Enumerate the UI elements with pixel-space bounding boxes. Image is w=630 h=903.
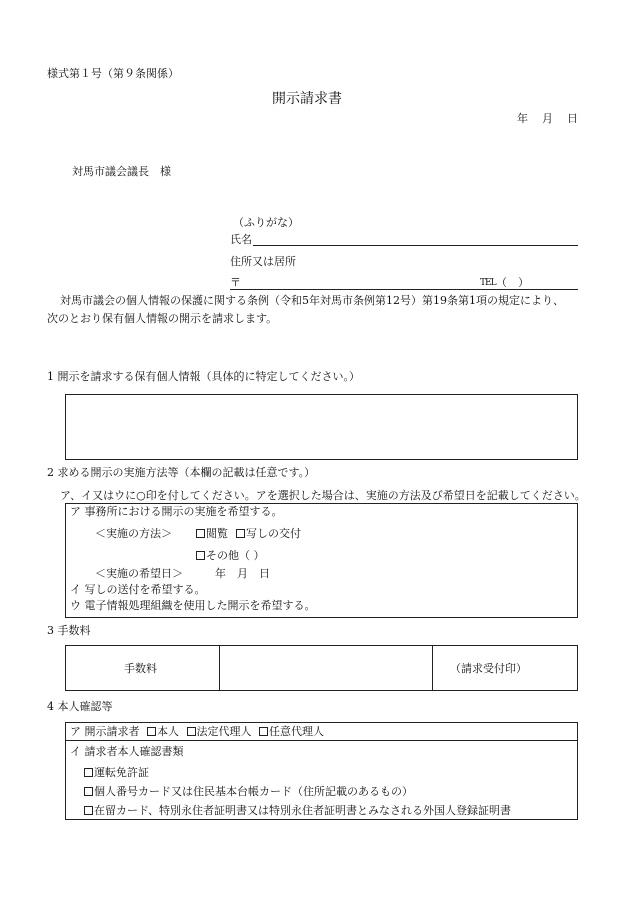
section2-heading: 2 求める開示の実施方法等（本欄の記載は任意です。） [47, 466, 316, 479]
desired-date[interactable]: 年 月 日 [215, 567, 270, 580]
opt-other[interactable]: その他（ ） [196, 549, 265, 562]
option-c-label[interactable]: ウ 電子情報処理組織を使用した開示を希望する。 [70, 599, 316, 612]
intro-line-2: 次のとおり保有個人情報の開示を請求します。 [47, 312, 278, 325]
fee-label: 手数料 [124, 662, 157, 675]
intro-line-1: 対馬市議会の個人情報の保護に関する条例（令和5年対馬市条例第12号）第19条第1項の規定により、 [60, 294, 564, 307]
addressee: 対馬市議会議長 様 [72, 165, 171, 178]
section3-heading: 3 手数料 [47, 624, 91, 637]
id-doc-drivers-license[interactable]: 運転免許証 [84, 766, 149, 779]
section2-note: ア、イ又はウに○印を付してください。アを選択した場合は、実施の方法及び希望日を記載してください。 [60, 489, 586, 502]
opt-voluntary-agent[interactable]: 任意代理人 [259, 725, 324, 738]
checkbox-icon[interactable] [196, 551, 205, 560]
postal-mark: 〒 [230, 276, 241, 289]
address-field-line[interactable] [230, 289, 578, 290]
checkbox-icon[interactable] [196, 529, 205, 538]
date-month: 月 [542, 112, 553, 125]
checkbox-icon[interactable] [84, 768, 93, 777]
tel-parens: （ ） [496, 276, 529, 289]
id-doc-my-number-card[interactable]: 個人番号カード又は住民基本台帳カード（住所記載のあるもの） [84, 785, 413, 798]
opt-copy[interactable]: 写しの交付 [236, 527, 301, 540]
option-a-label[interactable]: ア 事務所における開示の実施を希望する。 [70, 505, 283, 518]
opt-view[interactable]: 閲覧 [196, 527, 228, 540]
checkbox-icon[interactable] [147, 727, 156, 736]
form-number: 様式第１号（第９条関係） [47, 67, 179, 80]
checkbox-icon[interactable] [259, 727, 268, 736]
tel-label: TEL [480, 278, 496, 288]
checkbox-icon[interactable] [84, 806, 93, 815]
name-label: 氏名 [230, 233, 252, 246]
checkbox-icon[interactable] [187, 727, 196, 736]
id-docs-label: イ 請求者本人確認書類 [70, 745, 184, 758]
id-doc-residence-card[interactable]: 在留カード、特別永住者証明書又は特別永住者証明書とみなされる外国人登録証明書 [84, 804, 511, 817]
opt-self[interactable]: 本人 [147, 725, 179, 738]
fee-table-divider [219, 645, 220, 691]
address-label: 住所又は居所 [230, 255, 296, 268]
identity-box-divider [65, 740, 578, 741]
section1-heading: 1 開示を請求する保有個人情報（具体的に特定してください。） [47, 370, 360, 383]
section4-heading: 4 本人確認等 [47, 700, 113, 713]
option-b-label[interactable]: イ 写しの送付を希望する。 [70, 583, 206, 596]
page-title: 開示請求書 [272, 91, 342, 107]
furigana-label: （ふりがな） [233, 216, 299, 229]
desired-date-label: ＜実施の希望日＞ [95, 567, 183, 580]
fee-table-divider [432, 645, 433, 691]
opt-legal-agent[interactable]: 法定代理人 [187, 725, 252, 738]
requested-info-box[interactable] [65, 394, 578, 460]
name-field-line[interactable] [253, 245, 578, 246]
checkbox-icon[interactable] [84, 787, 93, 796]
method-label: ＜実施の方法＞ [95, 527, 172, 540]
date-day: 日 [567, 112, 578, 125]
date-year: 年 [517, 112, 528, 125]
receipt-stamp-label: （請求受付印） [450, 662, 527, 675]
requester-type: ア 開示請求者 本人 法定代理人 任意代理人 [70, 725, 324, 738]
checkbox-icon[interactable] [236, 529, 245, 538]
